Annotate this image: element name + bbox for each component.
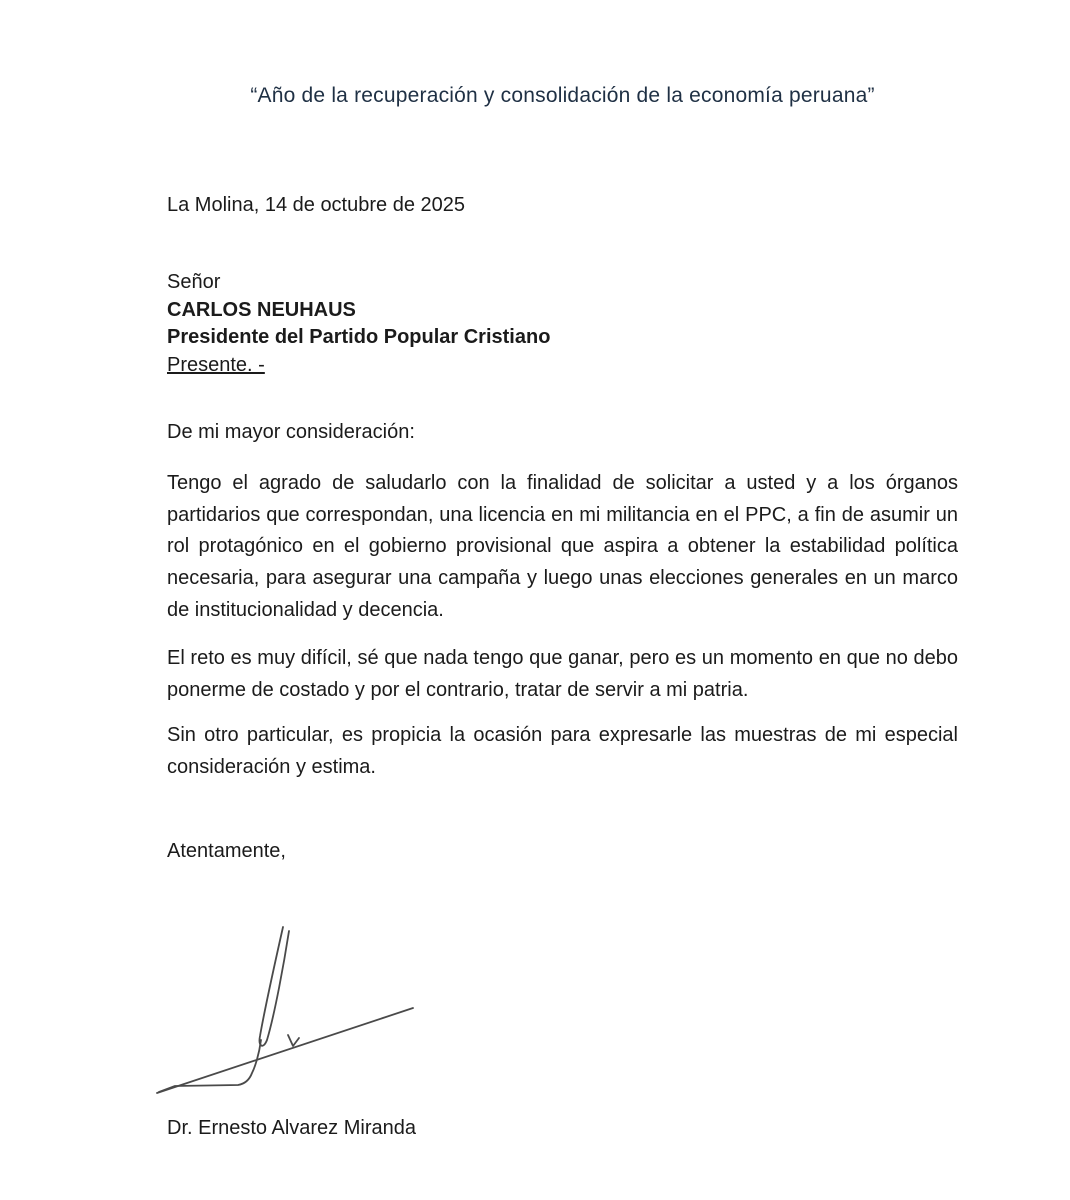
body-paragraph-3: Sin otro particular, es propicia la ocasión para expresarle las muestras de mi especial consideración y estima.: [167, 724, 958, 778]
recipient-block: [167, 269, 550, 379]
greeting-line: De mi mayor consideración:: [167, 421, 415, 443]
closing-line: Atentamente,: [167, 840, 286, 862]
recipient-title: Presidente del Partido Popular Cristiano: [167, 326, 551, 348]
signature-stroke-tail: [159, 1040, 261, 1092]
recipient-presente: Presente. -: [167, 353, 265, 376]
recipient-name: CARLOS NEUHAUS: [167, 298, 356, 321]
handwritten-signature-image: [155, 905, 475, 1115]
recipient-salutation: Señor: [167, 271, 221, 293]
signer-name: Dr. Ernesto Alvarez Miranda: [167, 1117, 416, 1139]
signature-stroke-loop: [260, 927, 289, 1046]
signature-stroke-diagonal: [157, 1008, 413, 1093]
header-quote: “Año de la recuperación y consolidación de la economía peruana”: [250, 84, 875, 107]
signature-stroke-tick: [288, 1035, 299, 1046]
date-line: La Molina, 14 de octubre de 2025: [167, 194, 465, 216]
body-paragraph-2: El reto es muy difícil, sé que nada tengo que ganar, pero es un momento en que no debo ponerme de costado y por el contrario, tratar de servir a mi patria.: [167, 647, 958, 701]
body-paragraph-1: Tengo el agrado de saludarlo con la finalidad de solicitar a usted y a los órganos partidarios que correspondan, una licencia en mi militancia en el PPC, a fin de asumir un rol protagónico en el gobierno provisional que aspira a obtener la estabilidad política necesaria, para asegurar una campaña y luego unas elecciones generales en un marco de institucionalidad y decencia.: [167, 472, 958, 621]
